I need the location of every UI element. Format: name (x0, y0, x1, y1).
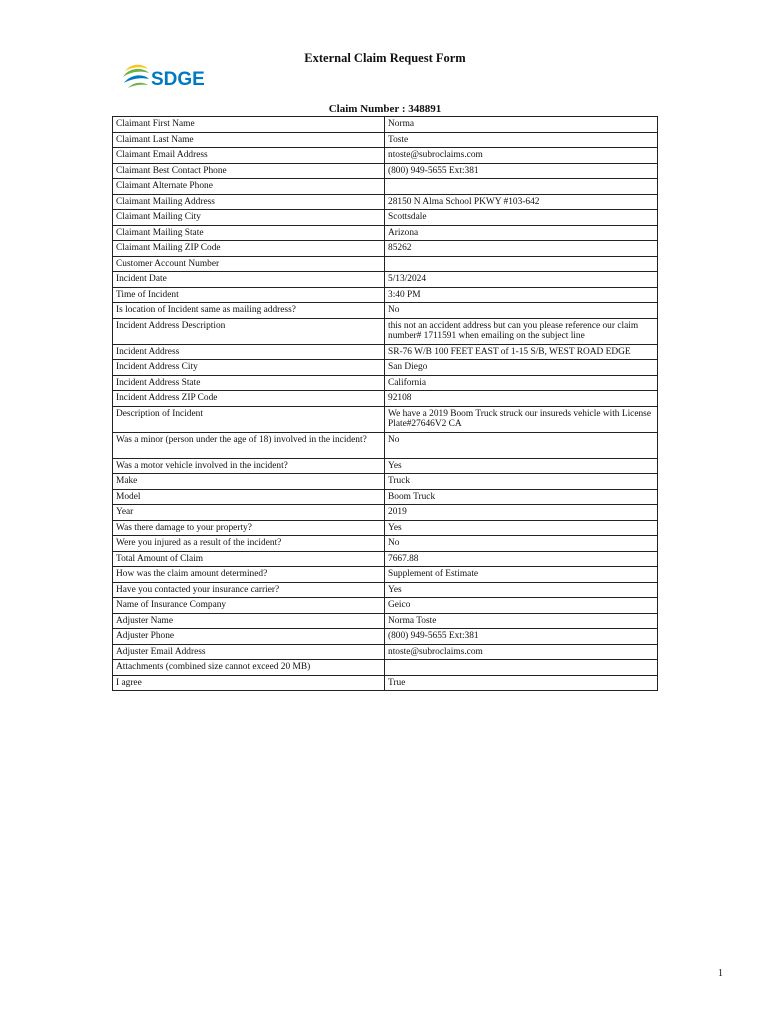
field-label: Claimant First Name (113, 117, 385, 133)
table-row (113, 360, 658, 376)
table-row (113, 567, 658, 583)
field-label: Claimant Mailing State (113, 225, 385, 241)
table-row (113, 432, 658, 458)
table-row (113, 582, 658, 598)
table-row (113, 598, 658, 614)
field-label: How was the claim amount determined? (113, 567, 385, 583)
field-label: Customer Account Number (113, 256, 385, 272)
table-row (113, 117, 658, 133)
table-row (113, 344, 658, 360)
field-label: Claimant Mailing City (113, 210, 385, 226)
field-label: Description of Incident (113, 406, 385, 432)
table-row (113, 520, 658, 536)
field-label: Claimant Best Contact Phone (113, 163, 385, 179)
field-value: Norma (385, 117, 658, 133)
field-value: 7667.88 (385, 551, 658, 567)
table-row (113, 536, 658, 552)
field-label: Attachments (combined size cannot exceed 20 MB) (113, 660, 385, 676)
field-value: this not an accident address but can you please reference our claim number# 1711591 when emailing on the subject line (385, 318, 658, 344)
table-row (113, 489, 658, 505)
field-label: Adjuster Phone (113, 629, 385, 645)
field-value: We have a 2019 Boom Truck struck our insureds vehicle with License Plate#27646V2 CA (385, 406, 658, 432)
field-value: 85262 (385, 241, 658, 257)
field-label: Adjuster Email Address (113, 644, 385, 660)
table-row (113, 644, 658, 660)
logo-swoosh-blue (124, 75, 149, 83)
field-value: Norma Toste (385, 613, 658, 629)
table-row (113, 287, 658, 303)
table-row (113, 505, 658, 521)
table-row (113, 272, 658, 288)
table-row (113, 551, 658, 567)
table-row (113, 613, 658, 629)
table-row (113, 318, 658, 344)
field-value: No (385, 303, 658, 319)
field-label: Model (113, 489, 385, 505)
logo-text: SDGE (151, 69, 205, 90)
field-value: 92108 (385, 391, 658, 407)
field-value: No (385, 536, 658, 552)
field-label: Claimant Alternate Phone (113, 179, 385, 195)
table-row (113, 132, 658, 148)
table-row (113, 474, 658, 490)
table-row (113, 163, 658, 179)
table-row (113, 660, 658, 676)
field-value: SR-76 W/B 100 FEET EAST of 1-15 S/B, WEST ROAD EDGE (385, 344, 658, 360)
field-label: Claimant Mailing Address (113, 194, 385, 210)
table-row (113, 629, 658, 645)
field-value: Supplement of Estimate (385, 567, 658, 583)
field-label: Have you contacted your insurance carrier? (113, 582, 385, 598)
table-row (113, 225, 658, 241)
field-value: Scottsdale (385, 210, 658, 226)
field-value: 28150 N Alma School PKWY #103-642 (385, 194, 658, 210)
sdge-logo-icon (121, 62, 221, 92)
sdge-logo (121, 62, 221, 92)
table-row (113, 675, 658, 691)
table-row (113, 406, 658, 432)
field-value: No (385, 432, 658, 458)
field-value: Geico (385, 598, 658, 614)
field-value (385, 179, 658, 195)
table-row (113, 303, 658, 319)
field-label: Total Amount of Claim (113, 551, 385, 567)
field-value: Yes (385, 520, 658, 536)
field-label: Name of Insurance Company (113, 598, 385, 614)
field-value (385, 660, 658, 676)
field-label: Claimant Last Name (113, 132, 385, 148)
field-value (385, 256, 658, 272)
field-value: ntoste@subroclaims.com (385, 644, 658, 660)
field-label: Time of Incident (113, 287, 385, 303)
field-value: Toste (385, 132, 658, 148)
field-value: California (385, 375, 658, 391)
table-row (113, 210, 658, 226)
table-row (113, 148, 658, 164)
field-value: True (385, 675, 658, 691)
table-row (113, 241, 658, 257)
table-row (113, 179, 658, 195)
field-value: ntoste@subroclaims.com (385, 148, 658, 164)
field-label: Adjuster Name (113, 613, 385, 629)
field-value: 2019 (385, 505, 658, 521)
field-value: Boom Truck (385, 489, 658, 505)
field-value: Yes (385, 458, 658, 474)
logo-swoosh-green-2 (128, 83, 148, 88)
field-label: Were you injured as a result of the incident? (113, 536, 385, 552)
field-value: 5/13/2024 (385, 272, 658, 288)
field-value: San Diego (385, 360, 658, 376)
field-label: Incident Date (113, 272, 385, 288)
field-label: Make (113, 474, 385, 490)
table-row (113, 391, 658, 407)
form-title: External Claim Request Form (304, 51, 466, 65)
field-label: Incident Address ZIP Code (113, 391, 385, 407)
field-value: Arizona (385, 225, 658, 241)
field-label: Incident Address (113, 344, 385, 360)
table-row (113, 458, 658, 474)
field-label: Incident Address State (113, 375, 385, 391)
page-number: 1 (718, 968, 723, 979)
table-row (113, 375, 658, 391)
field-label: Claimant Email Address (113, 148, 385, 164)
field-label: Is location of Incident same as mailing address? (113, 303, 385, 319)
table-row (113, 256, 658, 272)
field-label: Incident Address City (113, 360, 385, 376)
field-value: Truck (385, 474, 658, 490)
field-label: I agree (113, 675, 385, 691)
claim-number: Claim Number : 348891 (328, 103, 442, 115)
field-label: Was a motor vehicle involved in the incident? (113, 458, 385, 474)
claim-details-table (112, 116, 658, 691)
field-value: (800) 949-5655 Ext:381 (385, 629, 658, 645)
field-label: Incident Address Description (113, 318, 385, 344)
table-row (113, 194, 658, 210)
field-value: Yes (385, 582, 658, 598)
field-label: Was there damage to your property? (113, 520, 385, 536)
field-label: Was a minor (person under the age of 18) involved in the incident? (113, 432, 385, 458)
field-value: 3:40 PM (385, 287, 658, 303)
field-label: Claimant Mailing ZIP Code (113, 241, 385, 257)
field-label: Year (113, 505, 385, 521)
field-value: (800) 949-5655 Ext:381 (385, 163, 658, 179)
